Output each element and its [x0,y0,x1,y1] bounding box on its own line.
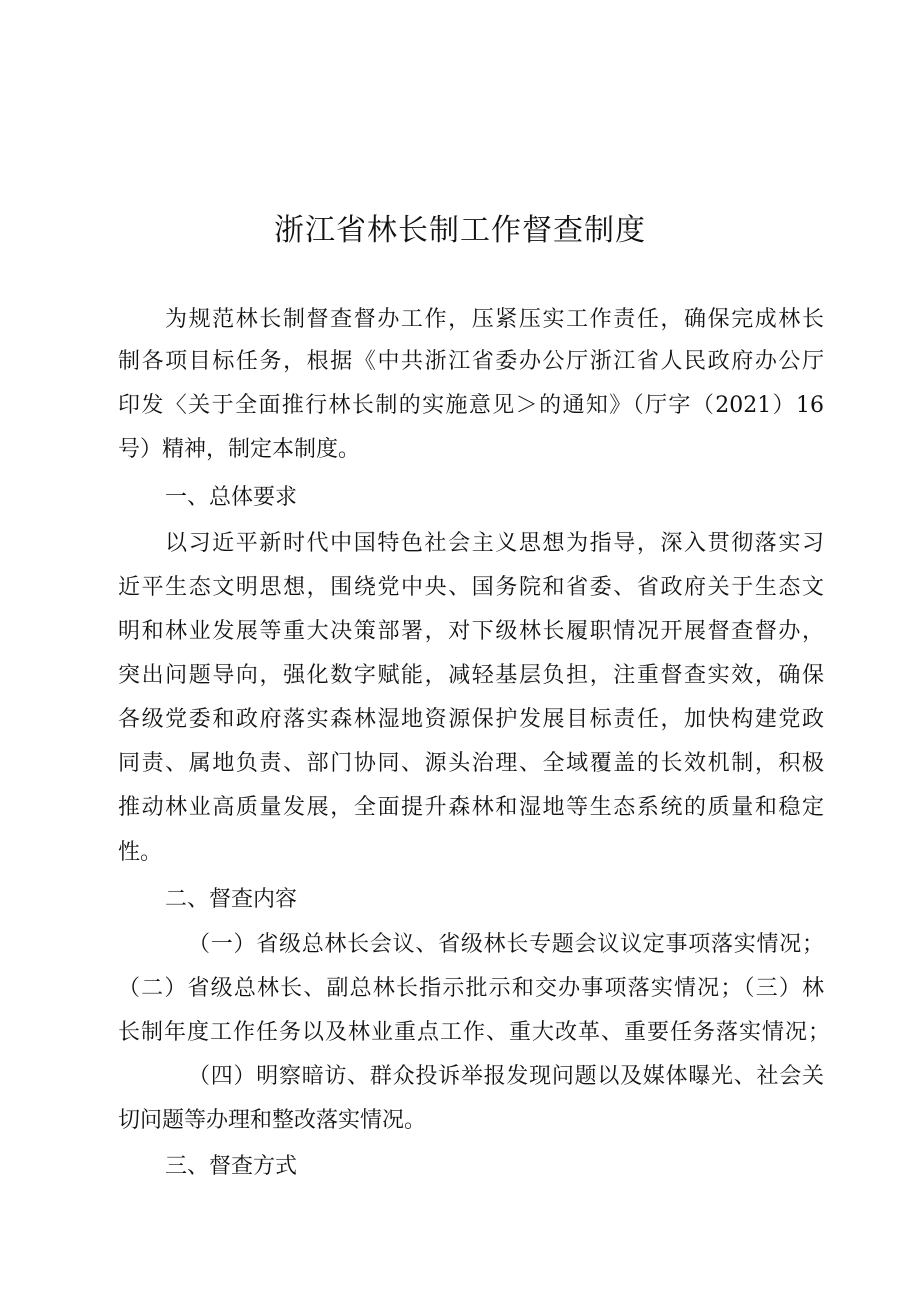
section1-line-5: 各级党委和政府落实森林湿地资源保护发展目标责任，加快构建党政 [118,707,824,732]
section1-line-4: 突出问题导向，强化数字赋能，减轻基层负担，注重督查实效，确保 [118,663,824,688]
section1-line-3: 明和林业发展等重大决策部署，对下级林长履职情况开展督查督办， [118,619,824,644]
section1-line-6: 同责、属地负责、部门协同、源头治理、全域覆盖的长效机制，积极 [118,751,824,776]
section2-line-4: （四）明察暗访、群众投诉举报发现问题以及媒体曝光、社会关 [188,1064,824,1089]
section1-line-1: 以习近平新时代中国特色社会主义思想为指导，深入贯彻落实习 [165,531,824,556]
section2-line-5: 切问题等办理和整改落实情况。 [118,1108,427,1133]
document-title: 浙江省林长制工作督查制度 [274,213,646,248]
section-heading-general-requirements: 一、总体要求 [165,485,298,510]
section1-line-7: 推动林业高质量发展，全面提升森林和湿地等生态系统的质量和稳定 [118,795,824,820]
section-heading-inspection-content: 二、督查内容 [165,887,298,912]
section-heading-inspection-methods: 三、督查方式 [165,1154,298,1179]
section2-line-3: 长制年度工作任务以及林业重点工作、重大改革、重要任务落实情况； [118,1020,830,1045]
intro-line-1: 为规范林长制督查督办工作，压紧压实工作责任，确保完成林长 [165,307,824,332]
section2-line-1: （一）省级总林长会议、省级林长专题会议议定事项落实情况； [188,932,824,957]
section1-line-8: 性。 [118,840,163,865]
intro-line-2: 制各项目标任务，根据《中共浙江省委办公厅浙江省人民政府办公厅 [118,349,824,374]
section1-line-2: 近平生态文明思想，围绕党中央、国务院和省委、省政府关于生态文 [118,575,824,600]
intro-line-4: 号）精神，制定本制度。 [118,437,361,462]
section2-line-2: （二）省级总林长、副总林长指示批示和交办事项落实情况；（三）林 [118,976,824,1001]
intro-line-3: 印发〈关于全面推行林长制的实施意见＞的通知》（厅字（2021）16 [118,393,824,418]
